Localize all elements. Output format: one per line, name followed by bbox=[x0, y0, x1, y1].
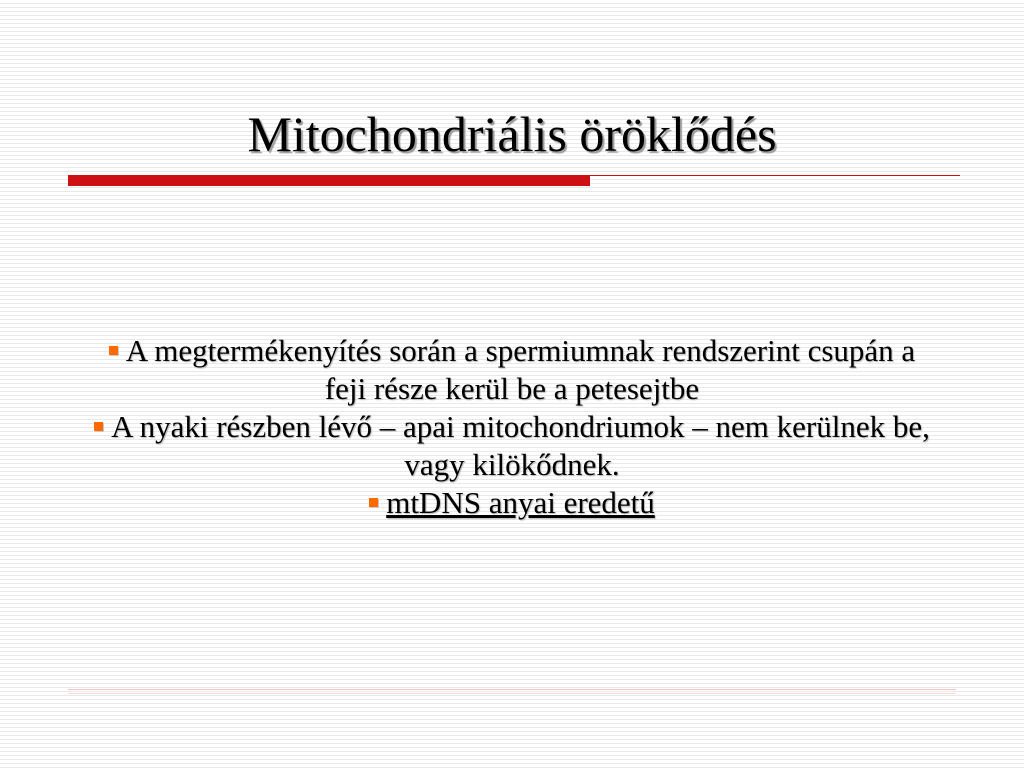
bullet-text: A nyaki részben lévő – apai mitochondriumok – nem kerülnek be, vagy kilökődnek. bbox=[111, 409, 930, 482]
title-underline-thin bbox=[590, 175, 960, 176]
square-bullet-icon bbox=[109, 346, 118, 355]
title-underline-thick bbox=[68, 175, 590, 186]
bullet-item bbox=[90, 408, 934, 484]
bullet-list bbox=[90, 332, 934, 522]
square-bullet-icon bbox=[94, 422, 103, 431]
bullet-item bbox=[90, 484, 934, 522]
bullet-text: A megtermékenyítés során a spermiumnak rendszerint csupán a feji része kerül be a petesejtbe bbox=[125, 333, 916, 406]
slide-title: Mitochondriális öröklődés bbox=[247, 106, 777, 162]
footer-divider bbox=[68, 689, 956, 690]
bullet-item bbox=[90, 332, 934, 408]
footer-divider bbox=[68, 693, 956, 694]
mtdns-link[interactable]: mtDNS anyai eredetű bbox=[386, 485, 655, 520]
square-bullet-icon bbox=[369, 498, 378, 507]
